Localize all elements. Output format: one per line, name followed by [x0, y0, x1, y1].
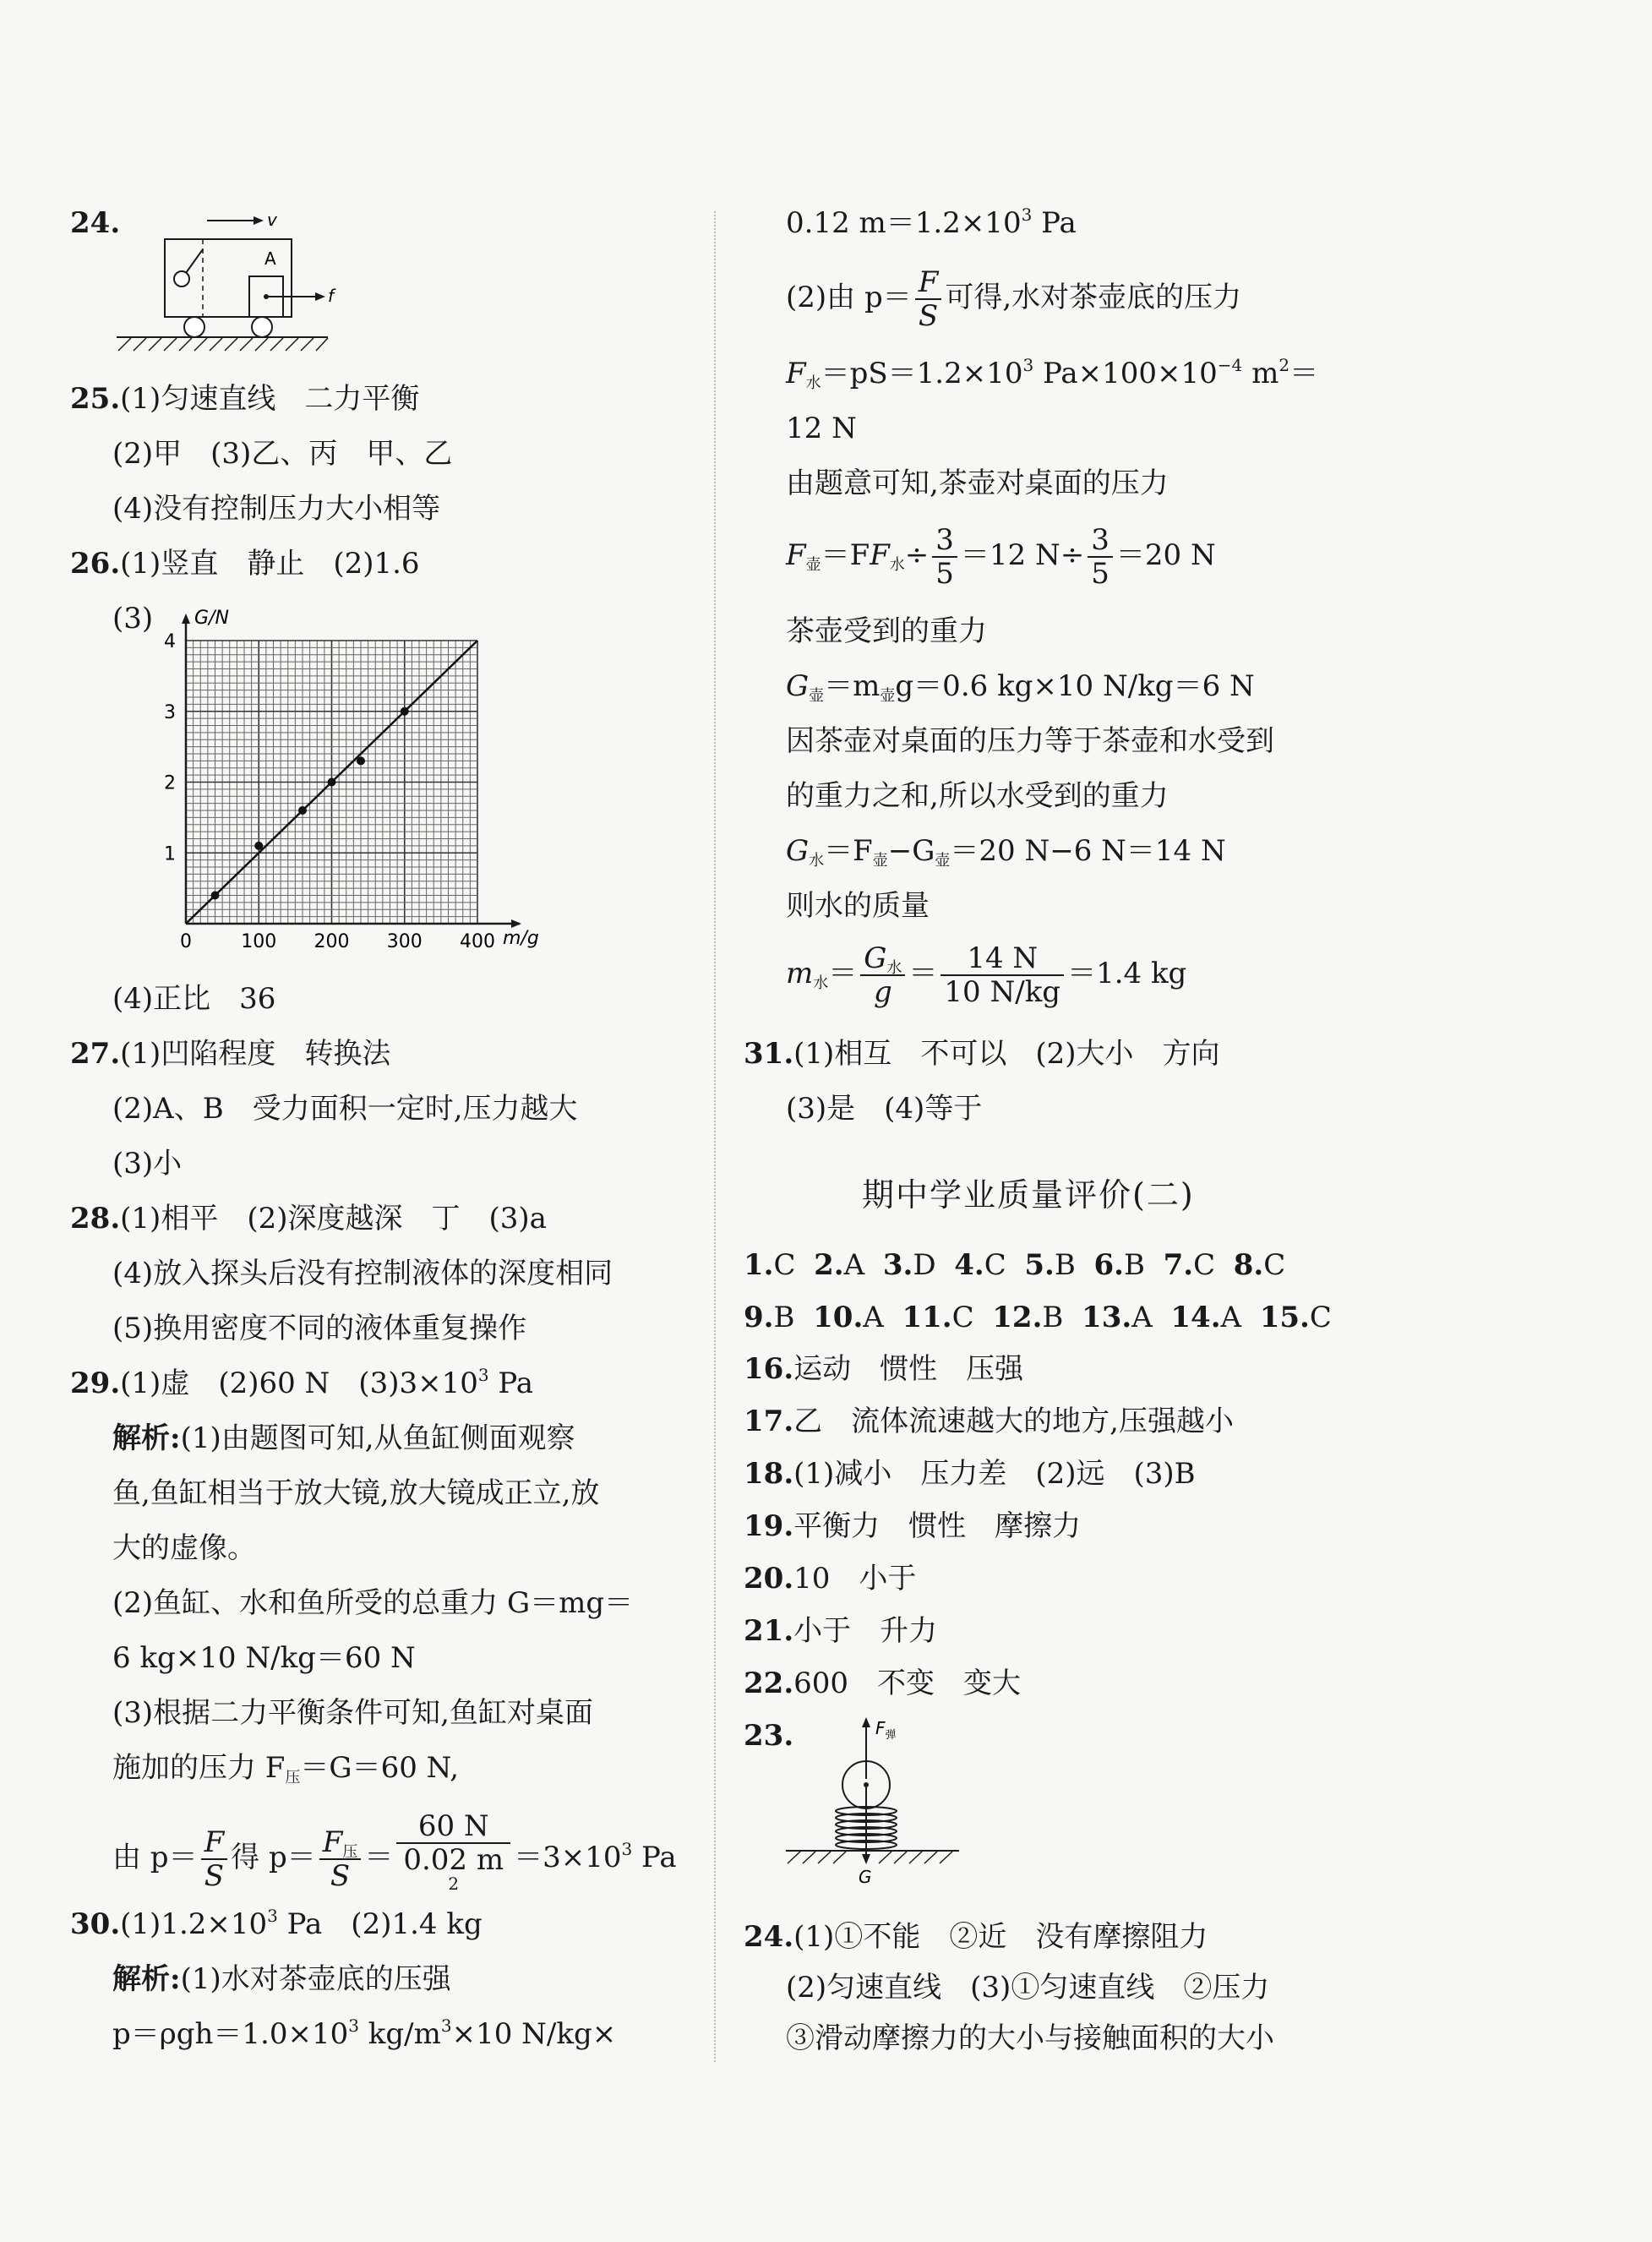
right-line-9: 因茶壶对桌面的压力等于茶壶和水受到 — [786, 724, 1274, 758]
q19: 19.平衡力 惯性 摩擦力 — [744, 1509, 1082, 1543]
q16: 16.运动 惯性 压强 — [744, 1352, 1024, 1386]
x-tick-label: 300 — [386, 931, 423, 952]
car-force-diagram — [110, 207, 346, 359]
right-line-1: 0.12 $m=1.2\times 10^3$ Pa — [786, 205, 1077, 240]
right-line-7: 茶壶受到的重力 — [786, 614, 987, 648]
q25-line-3: (4)没有控制压力大小相等 — [112, 492, 441, 526]
right-line-5: 由题意可知,茶壶对桌面的压力 — [786, 466, 1169, 500]
velocity-arrow-head — [254, 216, 264, 225]
gravity-label: G — [859, 1867, 872, 1885]
q29-explanation-2: 鱼,鱼缸相当于放大镜,放大镜成正立,放 — [112, 1476, 600, 1510]
q29-explanation-5: 6 kg×10 N/kg＝60 N — [112, 1641, 416, 1675]
mc-answers-row-2: 9.B 10.A 11.C 12.B 13.A 14.A 15.C — [744, 1301, 1332, 1334]
q31-line-2: (3)是 (4)等于 — [786, 1092, 983, 1126]
x-tick-label: 200 — [313, 931, 350, 952]
q29-explanation-1: 解析:(1)由题图可知,从鱼缸侧面观察 — [112, 1421, 575, 1455]
data-point — [401, 707, 409, 716]
q17: 17.乙 流体流速越大的地方,压强越小 — [744, 1405, 1234, 1438]
q26-sub-3-label: (3) — [112, 602, 154, 636]
right-line-4: 12 N — [786, 412, 857, 445]
y-tick-label: 1 — [164, 843, 176, 865]
section-heading: 期中学业质量评价(二) — [862, 1176, 1195, 1214]
right-line-6: $F_壶=FF_水\div$ $\frac{3}{5}$ ＝12 N÷ $\frac{3}{5}$ ＝20 N — [786, 523, 1216, 591]
right-line-13: $m_水=$ $\frac{G_水}{g}$ ＝ $\frac{14 N}{10 N/kg}$ ＝1.4 kg — [786, 941, 1187, 1009]
ball-center — [864, 1782, 869, 1787]
q27-line-1: 27.(1)凹陷程度 转换法 — [70, 1037, 391, 1071]
y-axis-arrow — [182, 614, 190, 624]
right-line-10: 的重力之和,所以水受到的重力 — [786, 779, 1169, 813]
q24r-line-2: (2)匀速直线 (3)①匀速直线 ②压力 — [786, 1971, 1270, 2005]
x-tick-label: 400 — [460, 931, 495, 952]
question-24-number: 24. — [70, 206, 121, 240]
q24r-line-3: ③滑动摩擦力的大小与接触面积的大小 — [786, 2021, 1274, 2055]
q20: 20.10 小于 — [744, 1562, 917, 1596]
q28-line-2: (4)放入探头后没有控制液体的深度相同 — [112, 1257, 613, 1290]
block-a-label: A — [264, 248, 276, 269]
q26-line-1: 26.(1)竖直 静止 (2)1.6 — [70, 547, 420, 581]
x-axis-arrow — [511, 919, 521, 928]
data-point — [254, 842, 263, 850]
friction-arrow-head — [315, 292, 325, 301]
q24r-line-1: 24.(1)①不能 ②近 没有摩擦阻力 — [744, 1920, 1208, 1954]
elastic-force-label: $F_弹$ — [875, 1718, 897, 1742]
column-divider — [714, 211, 716, 2062]
velocity-label: v — [267, 210, 277, 230]
q29-explanation-4: (2)鱼缸、水和鱼所受的总重力 G＝mg＝ — [112, 1586, 634, 1620]
friction-label: f — [328, 286, 335, 306]
gravity-arrow-head — [862, 1854, 870, 1864]
q22: 22.600 不变 变大 — [744, 1666, 1022, 1700]
y-tick-label: 4 — [164, 631, 176, 652]
wheel-left — [184, 317, 204, 337]
ground-hatching — [118, 338, 328, 351]
g-m-graph — [152, 607, 549, 962]
q25-line-1: 25.(1)匀速直线 二力平衡 — [70, 382, 420, 416]
q29-explanation-3: 大的虚像。 — [112, 1531, 256, 1565]
y-tick-label: 2 — [164, 772, 176, 794]
data-point — [298, 806, 307, 815]
q29-explanation-7: 施加的压力 $F_压=G=60$ N, — [112, 1751, 460, 1787]
q26-sub-4: (4)正比 36 — [112, 982, 276, 1016]
elastic-force-arrow-head — [862, 1717, 870, 1727]
data-point — [357, 756, 365, 765]
y-tick-label: 3 — [164, 701, 176, 723]
wheel-right — [252, 317, 272, 337]
q28-line-1: 28.(1)相平 (2)深度越深 丁 (3)a — [70, 1202, 547, 1236]
right-line-3: $F_水=pS=1.2\times 10^3$ $Pa\times 100\times 10^{-4}$ $m^2=$ — [786, 355, 1319, 392]
q31-line-1: 31.(1)相互 不可以 (2)大小 方向 — [744, 1037, 1220, 1071]
q29-line-1: 29.(1)虚 (2)60 N $(3)3\times 10^3$ Pa — [70, 1365, 534, 1400]
right-line-2: (2)由 p＝ $\frac{F}{S}$ 可得,水对茶壶底的压力 — [786, 265, 1242, 333]
x-axis-label: m/g — [503, 928, 539, 949]
right-line-8: $G_壶=m_壶g=0.6$ kg×10 N/kg＝6 N — [786, 669, 1255, 705]
q27-line-3: (3)小 — [112, 1147, 183, 1181]
q21: 21.小于 升力 — [744, 1614, 938, 1648]
q29-pressure-formula: 由 p＝ $\frac{F}{S}$ 得 p＝ $\frac{F_压}{S}$ ＝ 60 N 0.02 m $^2$ $=3\times 10^3$ Pa — [112, 1809, 677, 1894]
ground-hatching — [788, 1852, 952, 1863]
q30-explanation-1: 解析:(1)水对茶壶底的压强 — [112, 1962, 451, 1996]
q28-line-3: (5)换用密度不同的液体重复操作 — [112, 1312, 527, 1345]
q18: 18.(1)减小 压力差 (2)远 (3)B — [744, 1457, 1196, 1491]
q30-line-1: $30.(1)1.2\times 10^3$ Pa (2)1.4 kg — [70, 1906, 483, 1941]
mc-answers-row-1: 1.C 2.A 3.D 4.C 5.B 6.B 7.C 8.C — [744, 1248, 1286, 1282]
q25-line-2: (2)甲 (3)乙、丙 甲、乙 — [112, 437, 453, 471]
q29-explanation-6: (3)根据二力平衡条件可知,鱼缸对桌面 — [112, 1696, 593, 1730]
x-tick-label: 100 — [241, 931, 277, 952]
spring-ball-diagram — [786, 1716, 972, 1885]
q23-number: 23. — [744, 1719, 794, 1753]
right-line-11: $G_水=F_壶-G_壶=20$ N−6 N＝14 N — [786, 834, 1226, 870]
y-axis-label: G/N — [194, 608, 229, 629]
data-point — [211, 892, 220, 900]
right-line-12: 则水的质量 — [786, 889, 930, 923]
data-point — [328, 778, 336, 787]
q30-explanation-2: $p=\rho gh=1.0\times 10^3$ $kg/m^3\times 10$ N/kg× — [112, 2016, 617, 2051]
pendulum-bob — [174, 271, 189, 286]
q27-line-2: (2)A、B 受力面积一定时,压力越大 — [112, 1092, 578, 1126]
x-tick-label: 0 — [180, 931, 192, 952]
